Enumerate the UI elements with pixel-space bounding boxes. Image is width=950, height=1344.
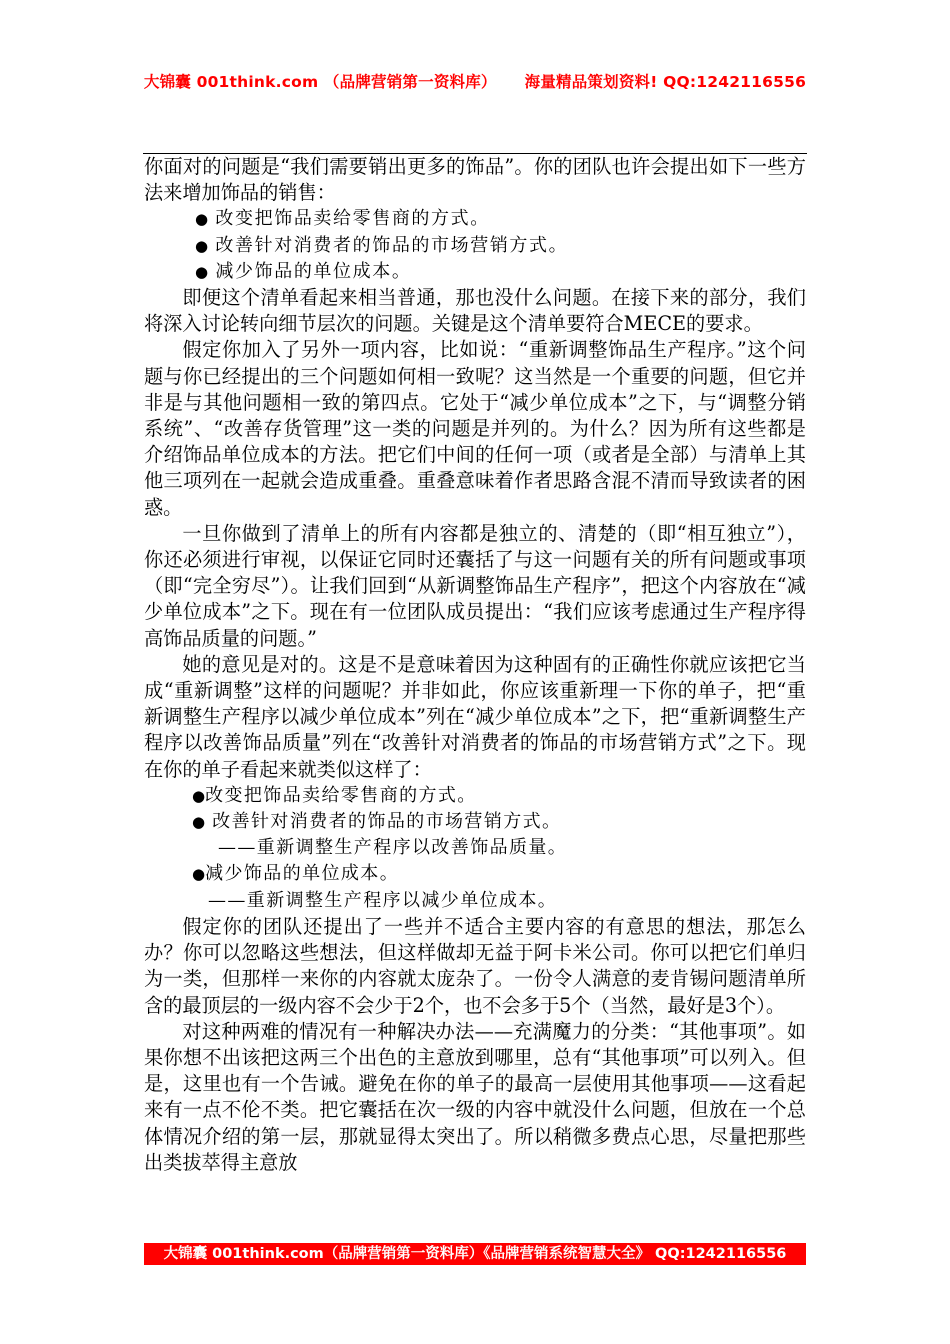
bullet-icon: ● (195, 262, 209, 281)
header-left-text: 大锦囊 001think.com （品牌营销第一资料库） (143, 73, 497, 91)
bullet-icon: ● (192, 786, 206, 805)
list-item: ● 减少饰品的单位成本。 (195, 260, 412, 282)
list-subitem: ——重新调整生产程序以改善饰品质量。 (218, 837, 568, 859)
bullet-icon: ● (192, 813, 206, 832)
list-item: ● 改善针对消费者的饰品的市场营销方式。 (192, 811, 562, 833)
paragraph-5: 她的意见是对的。这是不是意味着因为这种固有的正确性你就应该把它当成“重新调整”这样的问题呢？并非如此，你应该重新理一下你的单子，把“重新调整生产程序以减少单位成本”列在“减少单位成本”之下，把“重新调整生产程序以改善饰品质量”列在“改善针对消费者的饰品的市场营销方式”之下。现在你的单子看起来就类似这样了： (144, 652, 806, 781)
paragraph-7: 对这种两难的情况有一种解决办法——充满魔力的分类：“其他事项”。如果你想不出该把这两三个出色的主意放到哪里，总有“其他事项”可以列入。但是，这里也有一个告诫。避免在你的单子的最高一层使用其他事项——这看起来有一点不伦不类。把它囊括在次一级的内容中就没什么问题，但放在一个总体情况介绍的第一层，那就显得太突出了。所以稍微多费点心思，尽量把那些出类拔萃得主意放 (144, 1019, 806, 1174)
bullet-icon: ● (195, 236, 209, 255)
list-item: ● 改善针对消费者的饰品的市场营销方式。 (195, 234, 569, 256)
paragraph-6: 假定你的团队还提出了一些并不适合主要内容的有意思的想法，那怎么办？你可以忽略这些想法，但这样做却无益于阿卡米公司。你可以把它们单归为一类，但那样一来你的内容就太庞杂了。一份令人满意的麦肯锡问题清单所含的最顶层的一级内容不会少于2个，也不会多于5个（当然，最好是3个）。 (144, 914, 806, 1017)
bullet-icon: ● (192, 865, 206, 884)
header-right-text: 海量精品策划资料! QQ:1242116556 (524, 73, 807, 91)
paragraph-1: 你面对的问题是“我们需要销出更多的饰品”。你的团队也许会提出如下一些方法来增加饰品的销售： (144, 155, 806, 205)
bullet-icon: ● (195, 210, 209, 229)
paragraph-2: 即便这个清单看起来相当普通，那也没什么问题。在接下来的部分，我们将深入讨论转向细节层次的问题。关键是这个清单要符合MECE的要求。 (144, 286, 806, 336)
list-item: ● 改变把饰品卖给零售商的方式。 (195, 208, 490, 230)
list-item: ●改变把饰品卖给零售商的方式。 (192, 784, 477, 806)
list-item: ●减少饰品的单位成本。 (192, 863, 400, 885)
paragraph-4: 一旦你做到了清单上的所有内容都是独立的、清楚的（即“相互独立”），你还必须进行审视，以保证它同时还囊括了与这一问题有关的所有问题或事项（即“完全穷尽”）。让我们回到“从新调整饰品生产程序”，把这个内容放在“减少单位成本”之下。现在有一位团队成员提出：“我们应该考虑通过生产程序得高饰品质量的问题。” (144, 521, 806, 650)
footer-banner: 大锦囊 001think.com（品牌营销第一资料库）《品牌营销系统智慧大全》 QQ:1242116556 (144, 1243, 806, 1265)
paragraph-3: 假定你加入了另外一项内容，比如说：“重新调整饰品生产程序。”这个问题与你已经提出的三个问题如何相一致呢？这当然是一个重要的问题，但它并非是与其他问题相一致的第四点。它处于“减少单位成本”之下，与“调整分销系统”、“改善存货管理”这一类的问题是并列的。为什么？因为所有这些都是介绍饰品单位成本的方法。把它们中间的任何一项（或者是全部）与清单上其他三项列在一起就会造成重叠。重叠意味着作者思路含混不清而导致读者的困惑。 (144, 338, 806, 519)
page-header (0, 70, 950, 92)
document-body (144, 154, 806, 1176)
list-subitem: ——重新调整生产程序以减少单位成本。 (208, 889, 558, 911)
